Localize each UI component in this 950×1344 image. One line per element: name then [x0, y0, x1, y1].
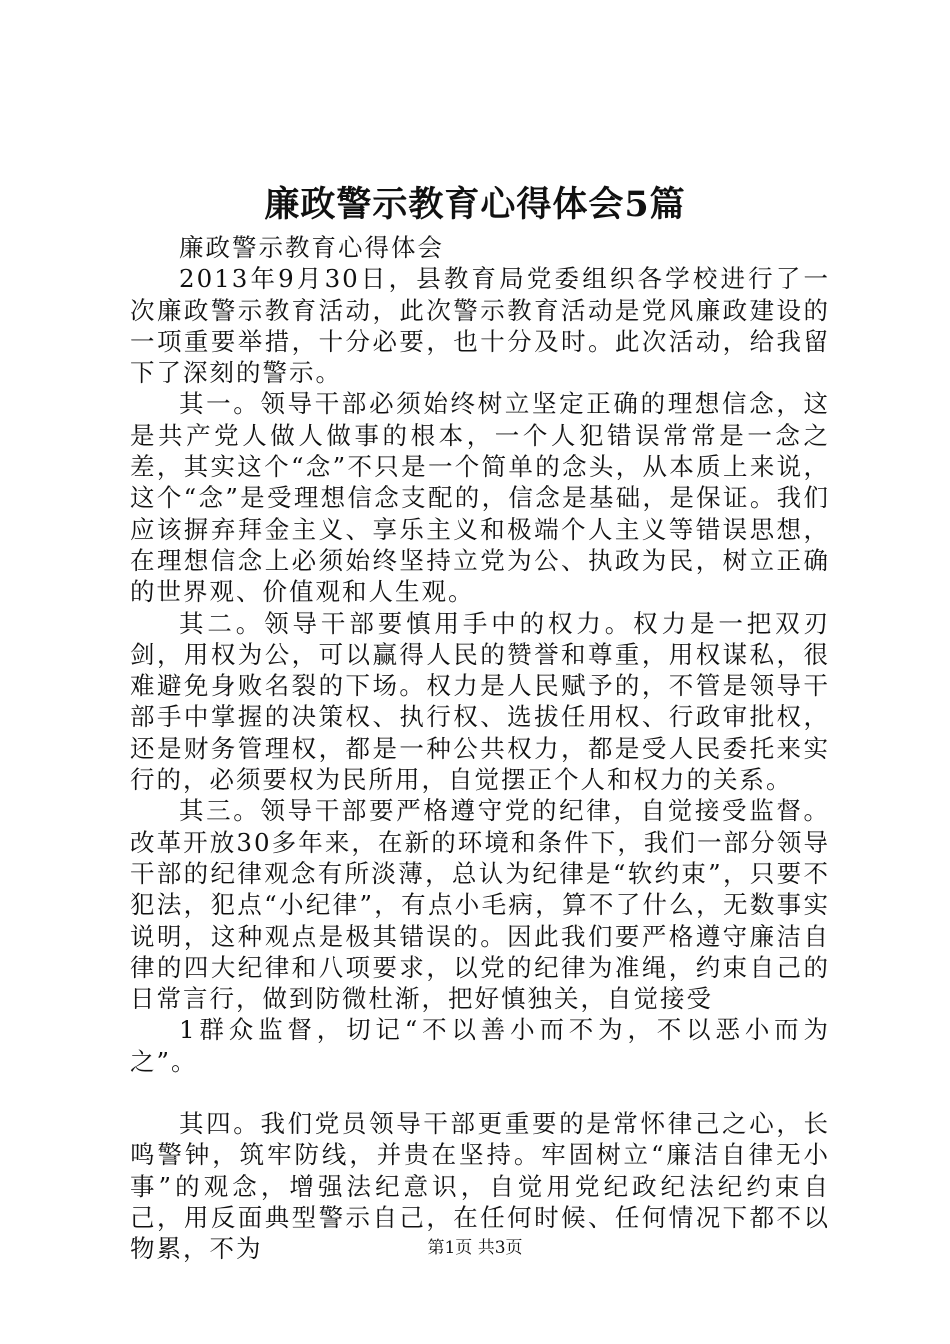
document-title: 廉政警示教育心得体会5篇	[264, 184, 686, 225]
document-body	[130, 232, 830, 1265]
paragraph-spacer	[130, 1077, 830, 1108]
page-footer: 第1页 共3页	[427, 1238, 523, 1258]
paragraph-point-three: 其三。领导干部要严格遵守党的纪律，自觉接受监督。改革开放30多年来，在新的环境和条件下，我们一部分领导干部的纪律观念有所淡薄，总认为纪律是“软约束”，只要不犯法，犯点“小纪律”，有点小毛病，算不了什么，无数事实说明，这种观点是极其错误的。因此我们要严格遵守廉洁自律的四大纪律和八项要求，以党的纪律为准绳，约束自己的日常言行，做到防微杜渐，把好慎独关，自觉接受	[130, 796, 830, 1014]
paragraph-point-one: 其一。领导干部必须始终树立坚定正确的理想信念，这是共产党人做人做事的根本，一个人犯错误常常是一念之差，其实这个“念”不只是一个简单的念头，从本质上来说，这个“念”是受理想信念支配的，信念是基础，是保证。我们应该摒弃拜金主义、享乐主义和极端个人主义等错误思想，在理想信念上必须始终坚持立党为公、执政为民，树立正确的世界观、价值观和人生观。	[130, 389, 830, 607]
paragraph-subtitle: 廉政警示教育心得体会	[179, 233, 444, 262]
paragraph-intro: 2013年9月30日，县教育局党委组织各学校进行了一次廉政警示教育活动，此次警示教育活动是党风廉政建设的一项重要举措，十分必要，也十分及时。此次活动，给我留下了深刻的警示。	[130, 264, 830, 388]
paragraph-point-three-continued: 1群众监督，切记“不以善小而不为，不以恶小而为之”。	[130, 1015, 830, 1076]
paragraph-point-two: 其二。领导干部要慎用手中的权力。权力是一把双刃剑，用权为公，可以赢得人民的赞誉和尊重，用权谋私，很难避免身败名裂的下场。权力是人民赋予的，不管是领导干部手中掌握的决策权、执行权、选拔任用权、行政审批权，还是财务管理权，都是一种公共权力，都是受人民委托来实行的，必须要权为民所用，自觉摆正个人和权力的关系。	[130, 608, 830, 795]
paragraph-point-four: 其四。我们党员领导干部更重要的是常怀律己之心，长鸣警钟，筑牢防线，并贵在坚持。牢固树立“廉洁自律无小事”的观念，增强法纪意识，自觉用党纪政纪法纪约束自己，用反面典型警示自己，在任何时候、任何情况下都不以物累，不为	[130, 1109, 830, 1264]
